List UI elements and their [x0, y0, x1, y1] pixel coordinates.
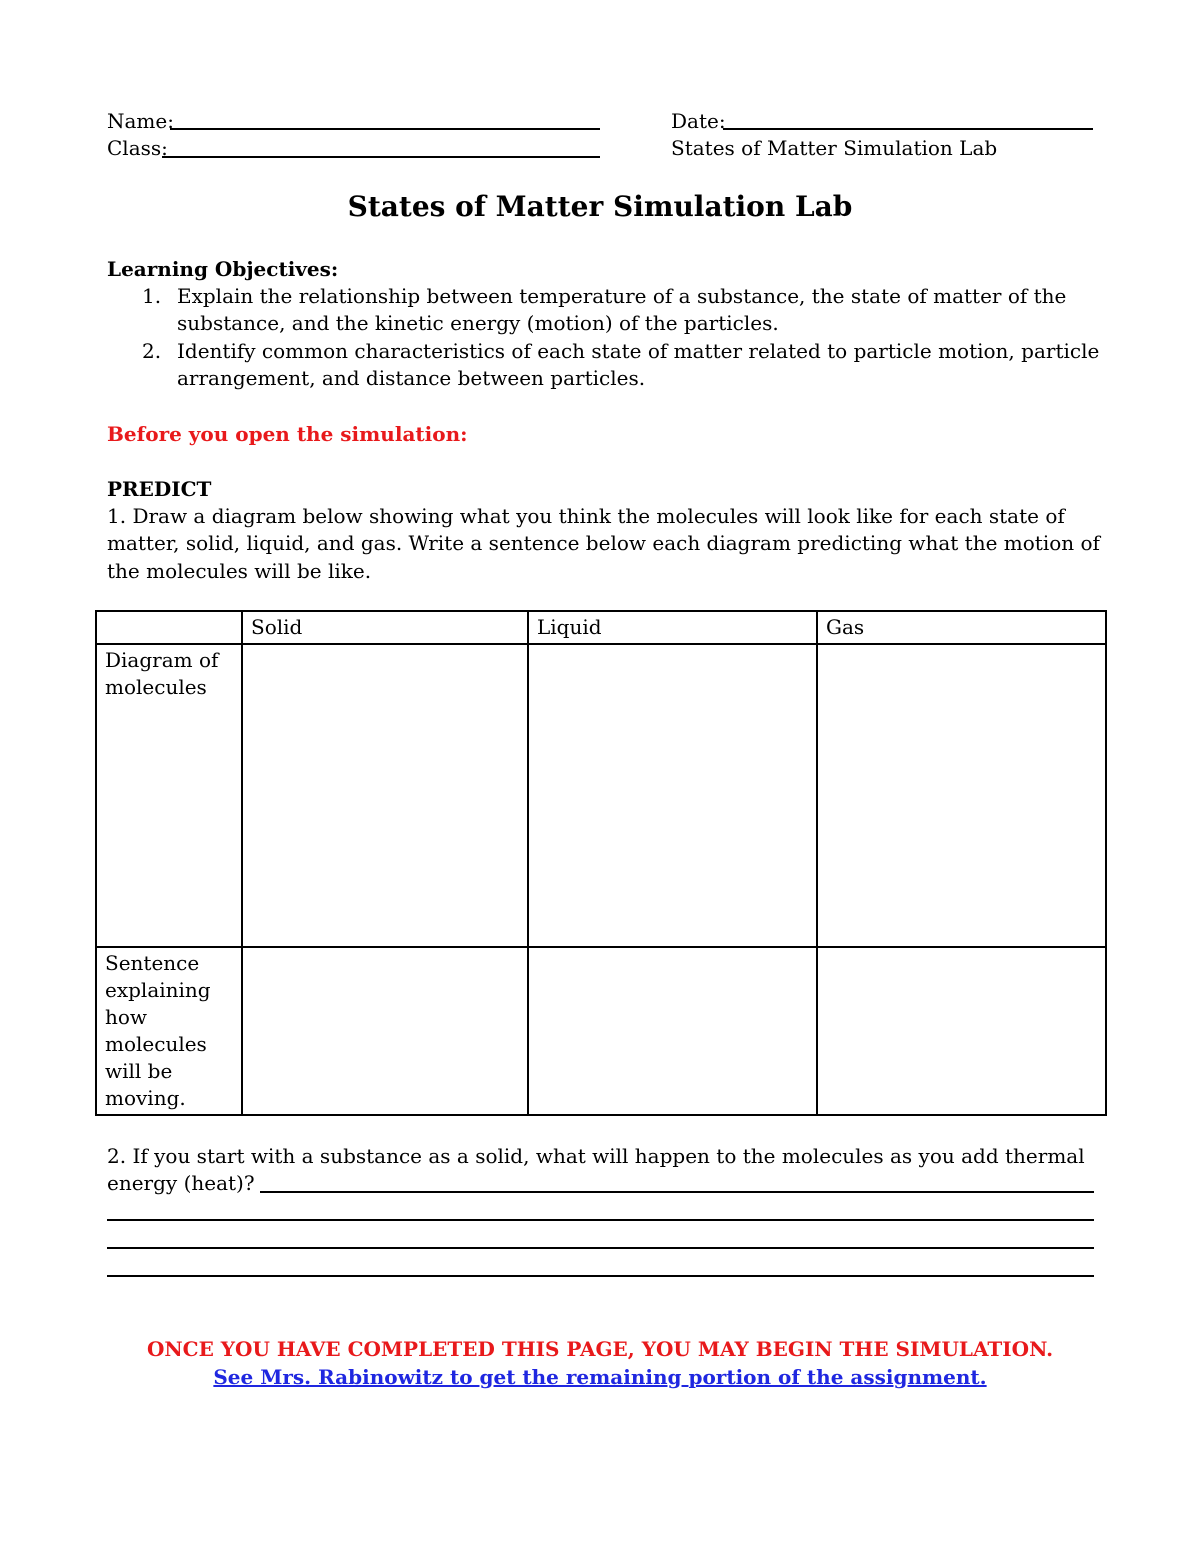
predict-heading: PREDICT [107, 477, 212, 501]
answer-line-4[interactable] [107, 1275, 1094, 1277]
prediction-table [95, 610, 1107, 1116]
name-field[interactable] [170, 128, 600, 130]
assignment-link-wrapper [0, 1364, 1200, 1391]
cell-liquid-sentence[interactable] [528, 947, 817, 1115]
answer-line-3[interactable] [107, 1247, 1094, 1249]
objective-1-line-2: substance, and the kinetic energy (motion) of the particles. [177, 311, 779, 335]
date-field[interactable] [723, 128, 1093, 130]
objective-1-number: 1. [142, 284, 162, 308]
table-header-solid: Solid [242, 611, 528, 644]
row-label-sentence: Sentence explaining how molecules will be moving. [96, 947, 242, 1115]
objective-2-line-1: Identify common characteristics of each state of matter related to particle motion, particle [177, 339, 1100, 363]
objectives-heading: Learning Objectives: [107, 257, 339, 281]
table-header-liquid: Liquid [528, 611, 817, 644]
table-header-gas: Gas [817, 611, 1106, 644]
table-row-diagram [96, 644, 1106, 947]
completion-notice: ONCE YOU HAVE COMPLETED THIS PAGE, YOU MAY BEGIN THE SIMULATION. [146, 1337, 1054, 1361]
objective-2-number: 2. [142, 339, 162, 363]
cell-liquid-diagram[interactable] [528, 644, 817, 947]
lab-title-small: States of Matter Simulation Lab [671, 136, 998, 160]
page-title: States of Matter Simulation Lab [347, 190, 853, 223]
answer-line-2[interactable] [107, 1219, 1094, 1221]
question-1-line-2: matter, solid, liquid, and gas. Write a sentence below each diagram predicting what the motion of [107, 531, 1100, 555]
cell-solid-sentence[interactable] [242, 947, 528, 1115]
class-label: Class: [107, 136, 168, 160]
before-simulation-heading: Before you open the simulation: [107, 422, 468, 446]
question-2-line-1: 2. If you start with a substance as a solid, what will happen to the molecules as you add thermal [107, 1144, 1085, 1168]
date-label: Date: [671, 109, 726, 133]
cell-solid-diagram[interactable] [242, 644, 528, 947]
question-2-line-2: energy (heat)? [107, 1171, 255, 1195]
cell-gas-sentence[interactable] [817, 947, 1106, 1115]
table-row-sentence [96, 947, 1106, 1115]
question-1-line-3: the molecules will be like. [107, 559, 372, 583]
cell-gas-diagram[interactable] [817, 644, 1106, 947]
question-1-line-1: 1. Draw a diagram below showing what you think the molecules will look like for each state of [107, 504, 1065, 528]
objective-2-line-2: arrangement, and distance between particles. [177, 366, 646, 390]
table-header-row [96, 611, 1106, 644]
assignment-link[interactable]: See Mrs. Rabinowitz to get the remaining portion of the assignment. [213, 1365, 987, 1389]
row-label-diagram: Diagram of molecules [96, 644, 242, 947]
objective-1-line-1: Explain the relationship between temperature of a substance, the state of matter of the [177, 284, 1067, 308]
class-field[interactable] [162, 156, 600, 158]
answer-line-1[interactable] [260, 1191, 1094, 1193]
name-label: Name: [107, 109, 174, 133]
table-header-empty [96, 611, 242, 644]
